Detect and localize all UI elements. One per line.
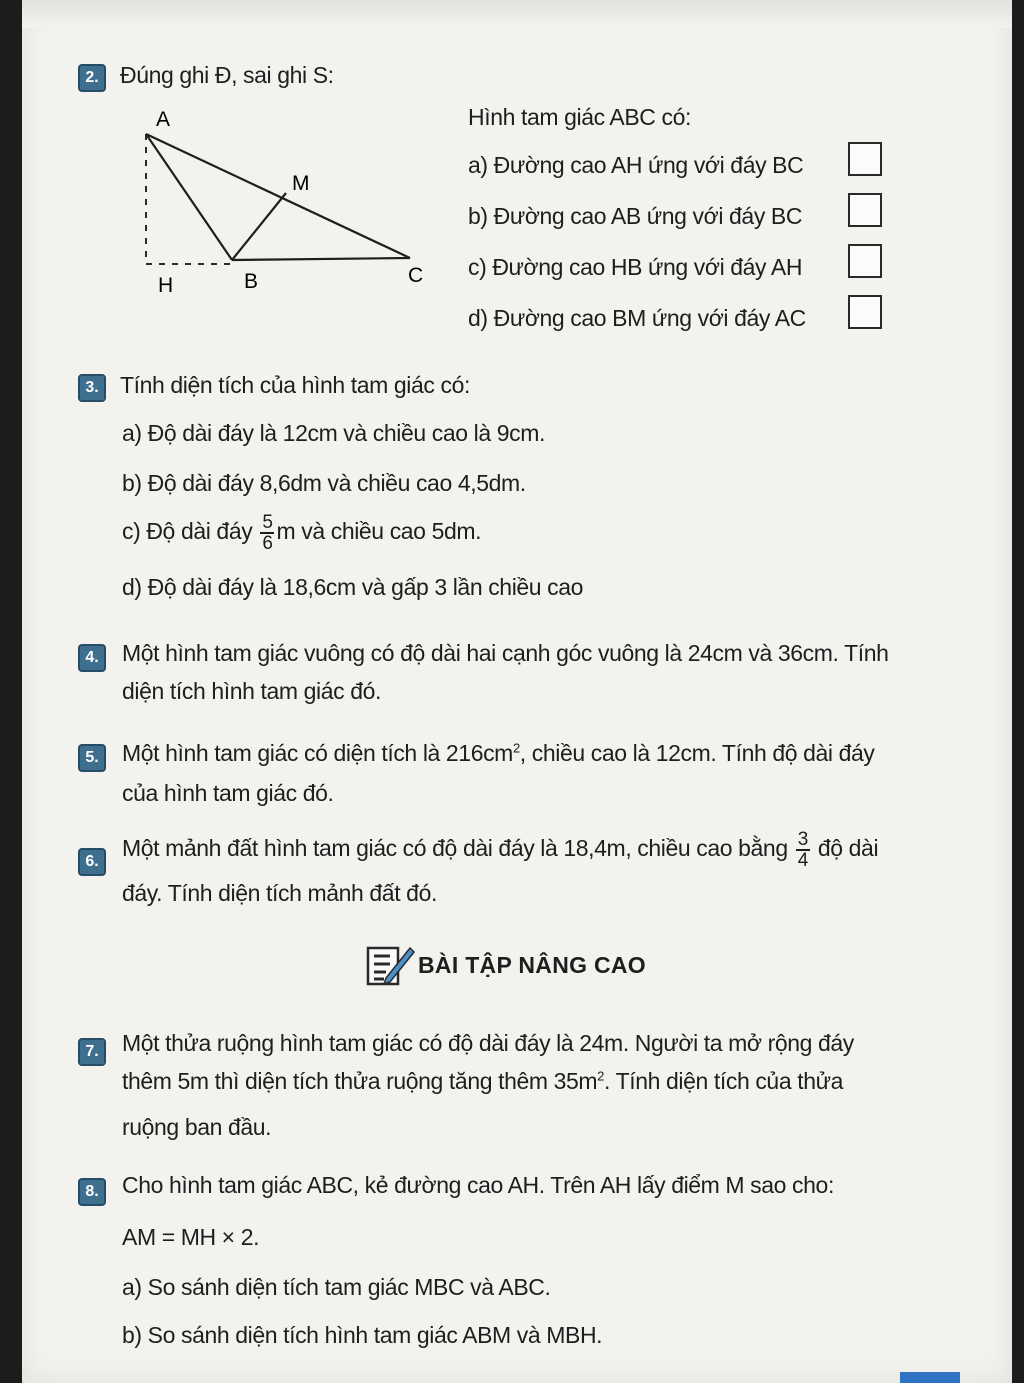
fraction-numerator: 3 xyxy=(797,828,808,850)
exercise-6-line1 xyxy=(122,824,878,872)
exercise-3-c xyxy=(122,508,481,554)
exercise-3-b: b) Độ dài đáy 8,6dm và chiều cao 4,5dm. xyxy=(122,470,526,496)
answer-box-b[interactable] xyxy=(848,193,882,227)
exercise-6-text-rest: độ dài xyxy=(817,835,879,861)
top-band xyxy=(22,0,1012,28)
exercise-3-c-prefix: c) Độ dài đáy xyxy=(122,518,253,544)
statement-b: b) Đường cao AB ứng với đáy BC xyxy=(468,203,803,229)
triangle-figure xyxy=(122,100,432,300)
exercise-3-prompt: Tính diện tích của hình tam giác có: xyxy=(120,372,470,398)
page-footer-accent xyxy=(900,1372,960,1383)
label-c: C xyxy=(408,264,424,287)
side-bc xyxy=(232,258,410,260)
exercise-6-text: Một mảnh đất hình tam giác có độ dài đáy là 18,4m, chiều cao bằng xyxy=(122,835,788,861)
statement-c: c) Đường cao HB ứng với đáy AH xyxy=(468,254,803,280)
fraction-denominator: 6 xyxy=(262,532,273,554)
exercise-6-number: 6. xyxy=(78,848,106,876)
fraction-three-quarters xyxy=(796,830,810,870)
label-a: A xyxy=(156,108,171,131)
exercise-5-line2: của hình tam giác đó. xyxy=(122,780,334,806)
exercise-7-line3: ruộng ban đầu. xyxy=(122,1114,272,1140)
exercise-7-number: 7. xyxy=(78,1038,106,1066)
exercise-6-line2: đáy. Tính diện tích mảnh đất đó. xyxy=(122,880,437,906)
side-ab xyxy=(146,134,232,260)
exercise-8-b: b) So sánh diện tích hình tam giác ABM và MBH. xyxy=(122,1322,603,1348)
segment-bm xyxy=(232,193,286,260)
exercise-7-text: thêm 5m thì diện tích thửa ruộng tăng thêm 35m xyxy=(122,1068,598,1094)
label-h: H xyxy=(158,274,174,297)
exercise-3-c-suffix: m và chiều cao 5dm. xyxy=(276,518,482,544)
statement-a: a) Đường cao AH ứng với đáy BC xyxy=(468,152,804,178)
exercise-4-line1: Một hình tam giác vuông có độ dài hai cạnh góc vuông là 24cm và 36cm. Tính xyxy=(122,640,889,666)
exercise-8-number: 8. xyxy=(78,1178,106,1206)
answer-box-a[interactable] xyxy=(848,142,882,176)
side-ac xyxy=(146,134,410,258)
statement-d: d) Đường cao BM ứng với đáy AC xyxy=(468,305,806,331)
fraction-five-sixths xyxy=(260,513,274,553)
superscript-2: 2 xyxy=(512,740,520,756)
exercise-7-text-rest: . Tính diện tích của thửa xyxy=(604,1068,843,1094)
advanced-section-heading xyxy=(366,942,416,993)
answer-box-c[interactable] xyxy=(848,244,882,278)
exercise-5-text-rest: , chiều cao là 12cm. Tính độ dài đáy xyxy=(519,740,875,766)
answer-box-d[interactable] xyxy=(848,295,882,329)
label-b: B xyxy=(244,270,259,293)
exercise-8-a: a) So sánh diện tích tam giác MBC và ABC. xyxy=(122,1274,551,1300)
exercise-4-line2: diện tích hình tam giác đó. xyxy=(122,678,381,704)
worksheet-page xyxy=(22,0,1012,1383)
exercise-3-number: 3. xyxy=(78,374,106,402)
exercise-8-line2: AM = MH × 2. xyxy=(122,1224,260,1250)
exercise-7-line2 xyxy=(122,1068,843,1095)
exercise-4-number: 4. xyxy=(78,644,106,672)
exercise-7-line1: Một thửa ruộng hình tam giác có độ dài đáy là 24m. Người ta mở rộng đáy xyxy=(122,1030,854,1056)
superscript-2: 2 xyxy=(597,1068,605,1084)
exercise-5-line1 xyxy=(122,740,874,767)
exercise-8-line1: Cho hình tam giác ABC, kẻ đường cao AH. Trên AH lấy điểm M sao cho: xyxy=(122,1172,834,1198)
exercise-3-a: a) Độ dài đáy là 12cm và chiều cao là 9cm. xyxy=(122,420,545,446)
exercise-5-number: 5. xyxy=(78,744,106,772)
exercise-2-lead: Hình tam giác ABC có: xyxy=(468,104,691,130)
section-title: BÀI TẬP NÂNG CAO xyxy=(418,952,646,978)
notebook-pencil-icon xyxy=(366,942,416,988)
exercise-2-prompt: Đúng ghi Đ, sai ghi S: xyxy=(120,62,334,88)
exercise-3-d: d) Độ dài đáy là 18,6cm và gấp 3 lần chiều cao xyxy=(122,574,584,600)
exercise-2-number: 2. xyxy=(78,64,106,92)
fraction-denominator: 4 xyxy=(797,849,808,871)
fraction-numerator: 5 xyxy=(262,511,273,533)
label-m: M xyxy=(292,172,310,195)
exercise-5-text: Một hình tam giác có diện tích là 216cm xyxy=(122,740,513,766)
